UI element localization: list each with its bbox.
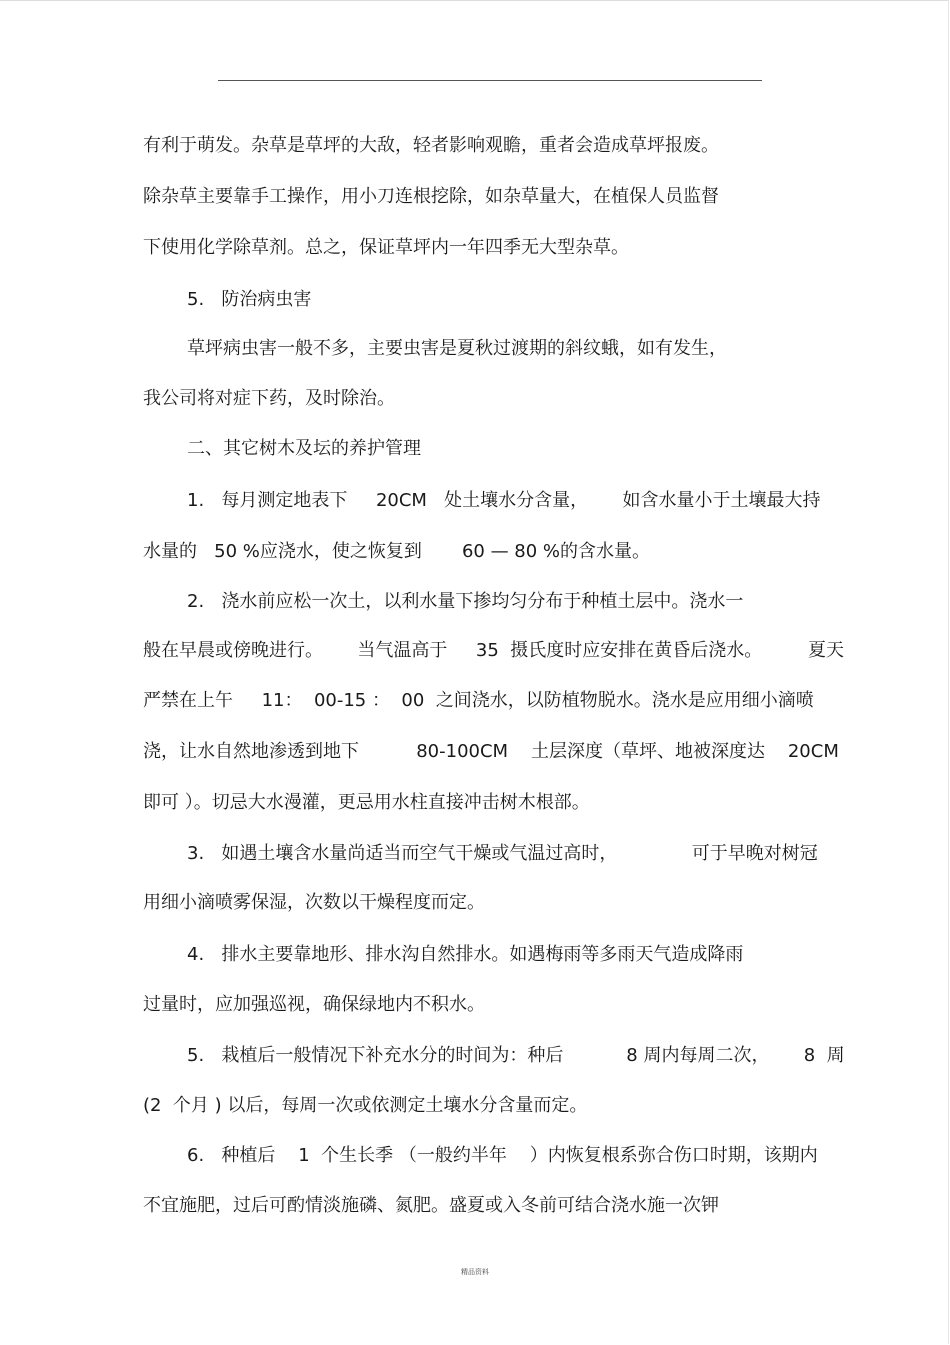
text-line: 水量的 50 %应浇水，使之恢复到 60 — 80 %的含水量。 (143, 541, 651, 562)
text-line: 般在早晨或傍晚进行。 当气温高于 35 摄氏度时应安排在黄昏后浇水。 夏天 (143, 640, 845, 661)
text-line: 严禁在上午 11： 00-15 ： 00 之间浇水，以防植物脱水。浇水是应用细小滴喷 (143, 690, 814, 711)
text-line: 5. 栽植后一般情况下补充水分的时间为：种后 8 周内每周二次， 8 周 (187, 1045, 845, 1066)
text-line: 下使用化学除草剂。总之，保证草坪内一年四季无大型杂草。 (143, 237, 629, 258)
text-line: 除杂草主要靠手工操作，用小刀连根挖除，如杂草量大，在植保人员监督 (143, 186, 719, 207)
text-line: 我公司将对症下药，及时除治。 (143, 388, 395, 409)
page-footer: 精品资料 (461, 1268, 489, 1276)
text-line: 浇，让水自然地渗透到地下 80-100CM 土层深度（草坪、地被深度达 20CM (143, 741, 839, 762)
text-line: 1. 每月测定地表下 20CM 处土壤水分含量， 如含水量小于土壤最大持 (187, 490, 821, 511)
header-rule (218, 80, 762, 81)
text-line: 6. 种植后 1 个生长季 （一般约半年 ）内恢复根系弥合伤口时期，该期内 (187, 1145, 818, 1166)
text-line: 草坪病虫害一般不多，主要虫害是夏秋过渡期的斜纹蛾，如有发生， (187, 338, 727, 359)
text-line: 2. 浇水前应松一次土，以利水量下掺均匀分布于种植土层中。浇水一 (187, 591, 744, 612)
section-heading: 5. 防治病虫害 (187, 289, 312, 310)
text-line: 有利于萌发。杂草是草坪的大敌，轻者影响观瞻，重者会造成草坪报废。 (143, 135, 719, 156)
section-heading: 二、其它树木及坛的养护管理 (187, 438, 421, 459)
text-line: 4. 排水主要靠地形、排水沟自然排水。如遇梅雨等多雨天气造成降雨 (187, 944, 744, 965)
text-line: 即可 ）。切忌大水漫灌，更忌用水柱直接冲击树木根部。 (143, 792, 590, 813)
text-line: 过量时，应加强巡视，确保绿地内不积水。 (143, 994, 485, 1015)
text-line: 不宜施肥，过后可酌情淡施磷、氮肥。盛夏或入冬前可结合浇水施一次钾 (143, 1195, 719, 1216)
text-line: (2 个月 ) 以后，每周一次或依测定土壤水分含量而定。 (143, 1095, 588, 1116)
text-line: 用细小滴喷雾保湿，次数以干燥程度而定。 (143, 892, 485, 913)
text-line: 3. 如遇土壤含水量尚适当而空气干燥或气温过高时， 可于早晚对树冠 (187, 843, 818, 864)
